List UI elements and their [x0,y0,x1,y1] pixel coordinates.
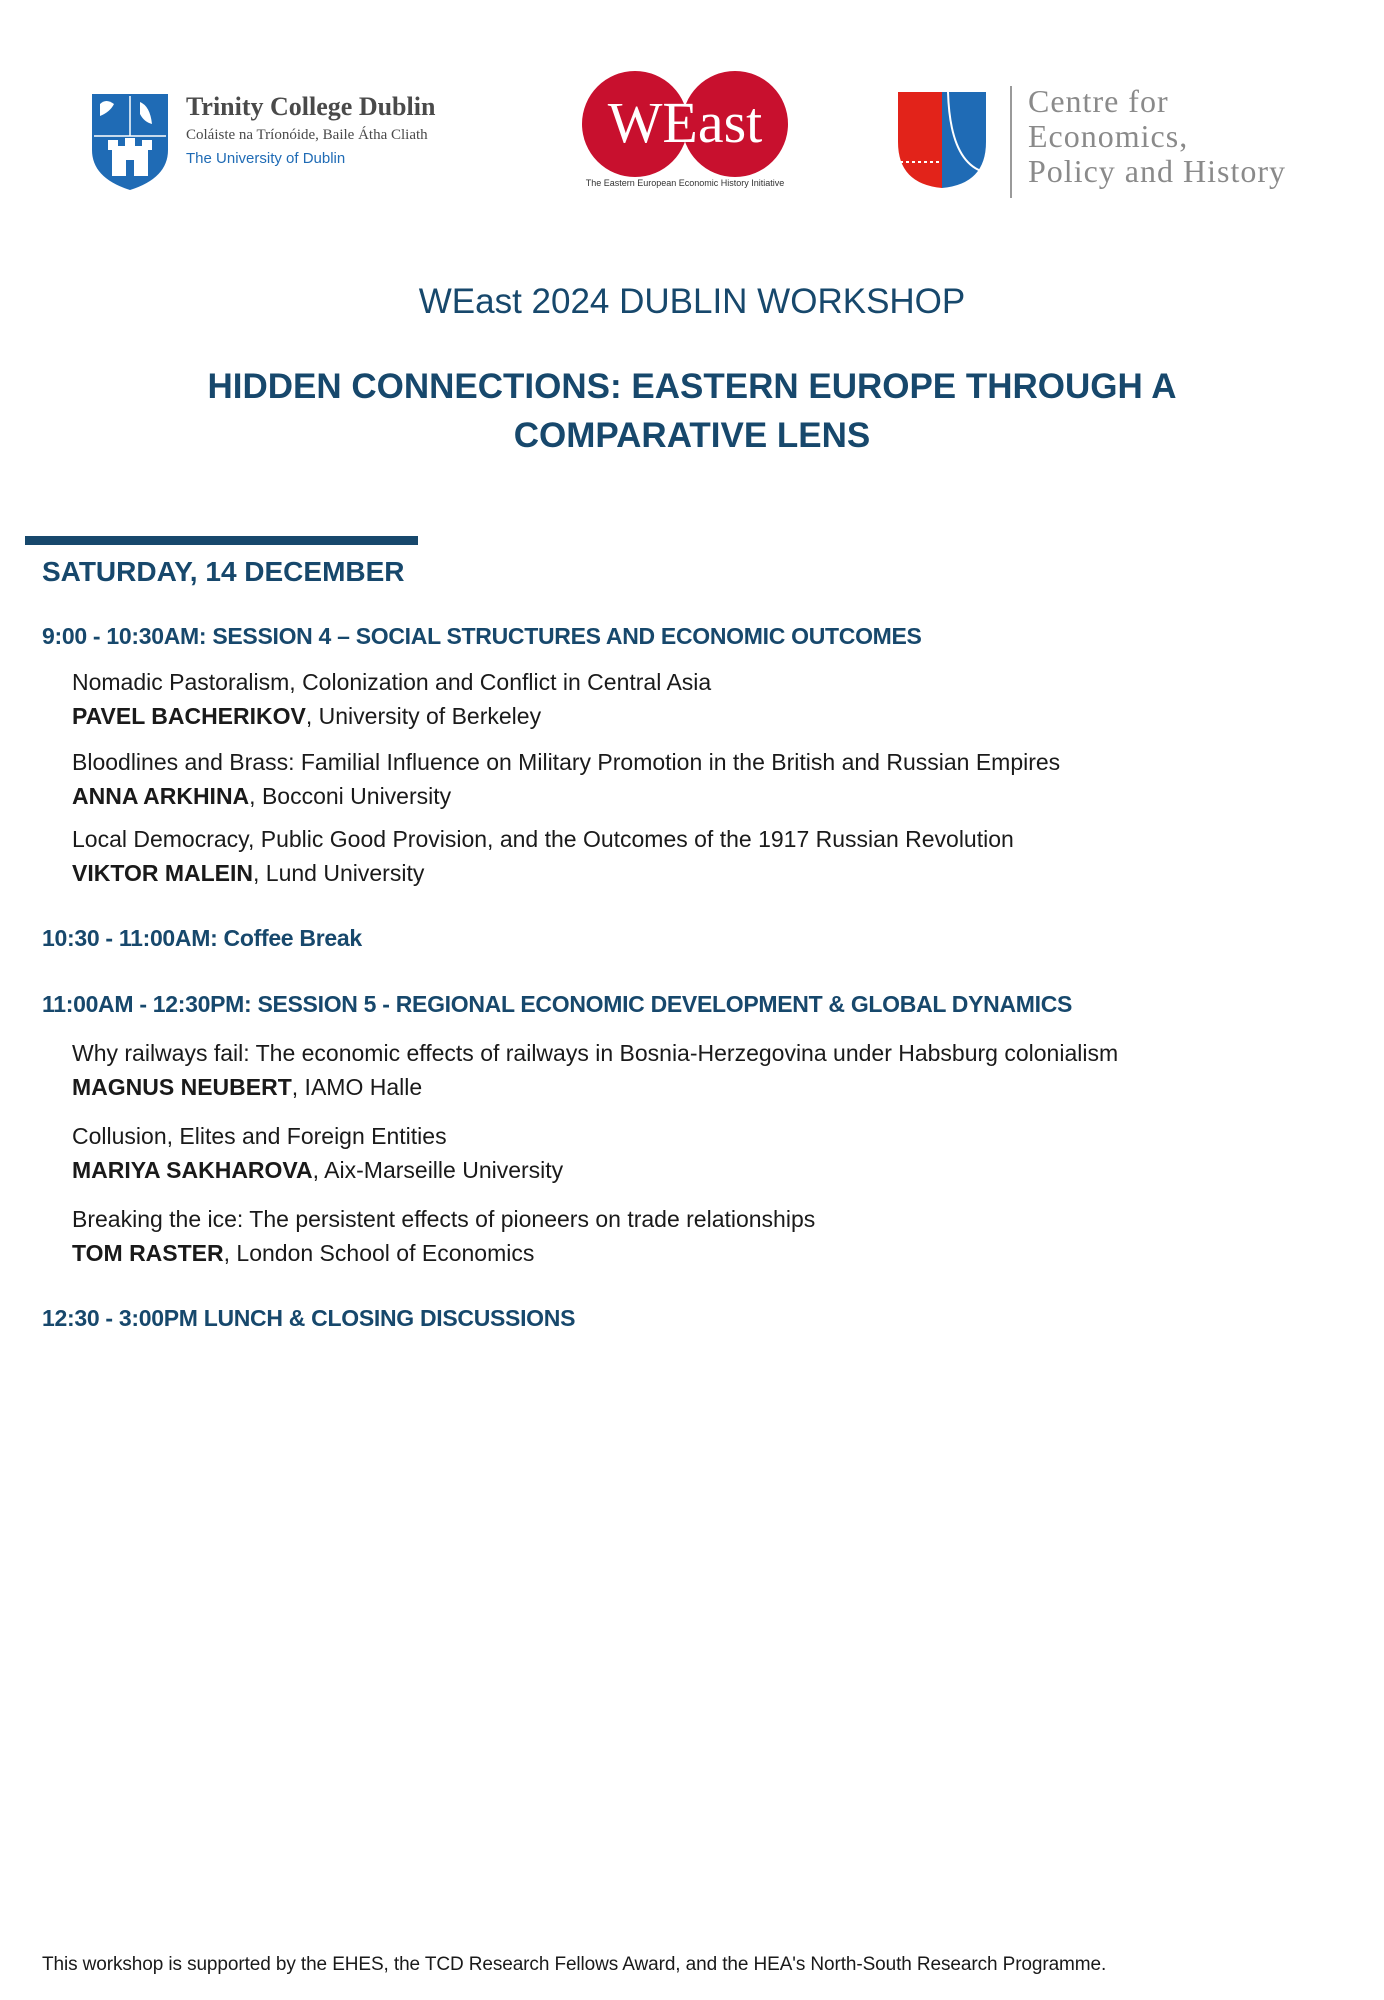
cepah-divider [1010,86,1012,198]
author-affiliation: , Bocconi University [249,783,452,809]
author-affiliation: , Aix-Marseille University [312,1157,564,1183]
coffee-break-heading: 10:30 - 11:00AM: Coffee Break [42,925,362,951]
author-affiliation: , IAMO Halle [291,1074,423,1100]
weast-logo [565,68,805,196]
talk-author-line [72,856,1014,890]
session-4-heading: 9:00 - 10:30AM: SESSION 4 – SOCIAL STRUCTURES AND ECONOMIC OUTCOMES [42,623,922,649]
cepah-emblem-icon [898,92,986,188]
tcd-name: Trinity College Dublin [186,92,436,121]
talk-author-line [72,1070,1118,1104]
tcd-subtitle: The University of Dublin [186,150,346,167]
talk-title: Local Democracy, Public Good Provision, and the Outcomes of the 1917 Russian Revolution [72,826,1014,852]
talk-author-line [72,699,711,733]
tcd-logo [90,90,470,200]
talk-item [72,745,1060,813]
cepah-line-3: Policy and History [1028,153,1286,189]
footer-note: This workshop is supported by the EHES, the TCD Research Fellows Award, and the HEA's North-South Research Programme. [42,1954,1107,1975]
author-affiliation: , University of Berkeley [305,703,542,729]
author-name: VIKTOR MALEIN [72,860,254,886]
author-affiliation: , London School of Economics [223,1240,535,1266]
day-heading: SATURDAY, 14 DECEMBER [42,556,405,587]
talk-item [72,822,1014,890]
main-title: HIDDEN CONNECTIONS: EASTERN EUROPE THROUGH A COMPARATIVE LENS [207,367,1177,455]
author-name: MARIYA SAKHAROVA [72,1157,313,1183]
weast-circles-icon [580,68,790,180]
author-name: MAGNUS NEUBERT [72,1074,292,1100]
author-affiliation: , Lund University [253,860,425,886]
talk-item [72,1036,1118,1104]
day-divider-bar [25,536,418,545]
talk-author-line [72,1153,563,1187]
tcd-irish-name: Coláiste na Tríonóide, Baile Átha Cliath [186,127,428,143]
author-name: ANNA ARKHINA [72,783,250,809]
weast-wordmark: WEast [607,90,763,155]
talk-item [72,1202,815,1270]
talk-item [72,665,711,733]
talk-title: Why railways fail: The economic effects of railways in Bosnia-Herzegovina under Habsburg colonialism [72,1040,1119,1066]
talk-title: Breaking the ice: The persistent effects of pioneers on trade relationships [72,1206,816,1232]
talk-author-line [72,1236,815,1270]
lunch-heading: 12:30 - 3:00PM LUNCH & CLOSING DISCUSSIONS [42,1305,576,1331]
talk-title: Nomadic Pastoralism, Colonization and Conflict in Central Asia [72,669,712,695]
cepah-logo [898,83,1338,201]
talk-title: Collusion, Elites and Foreign Entities [72,1123,447,1149]
talk-title: Bloodlines and Brass: Familial Influence on Military Promotion in the British and Russian Empires [72,749,1061,775]
weast-tagline: The Eastern European Economic History Initiative [585,178,785,188]
talk-item [72,1119,563,1187]
author-name: TOM RASTER [72,1240,224,1266]
cepah-wordmark [1028,84,1286,189]
talk-author-line [72,779,1060,813]
event-title: WEast 2024 DUBLIN WORKSHOP [418,282,966,321]
author-name: PAVEL BACHERIKOV [72,703,306,729]
cepah-line-2: Economics, [1028,118,1189,154]
cepah-line-1: Centre for [1028,83,1169,119]
session-5-heading: 11:00AM - 12:30PM: SESSION 5 - REGIONAL ECONOMIC DEVELOPMENT & GLOBAL DYNAMICS [42,991,1073,1017]
tcd-crest-icon [90,92,170,192]
tcd-wordmark [186,90,435,172]
